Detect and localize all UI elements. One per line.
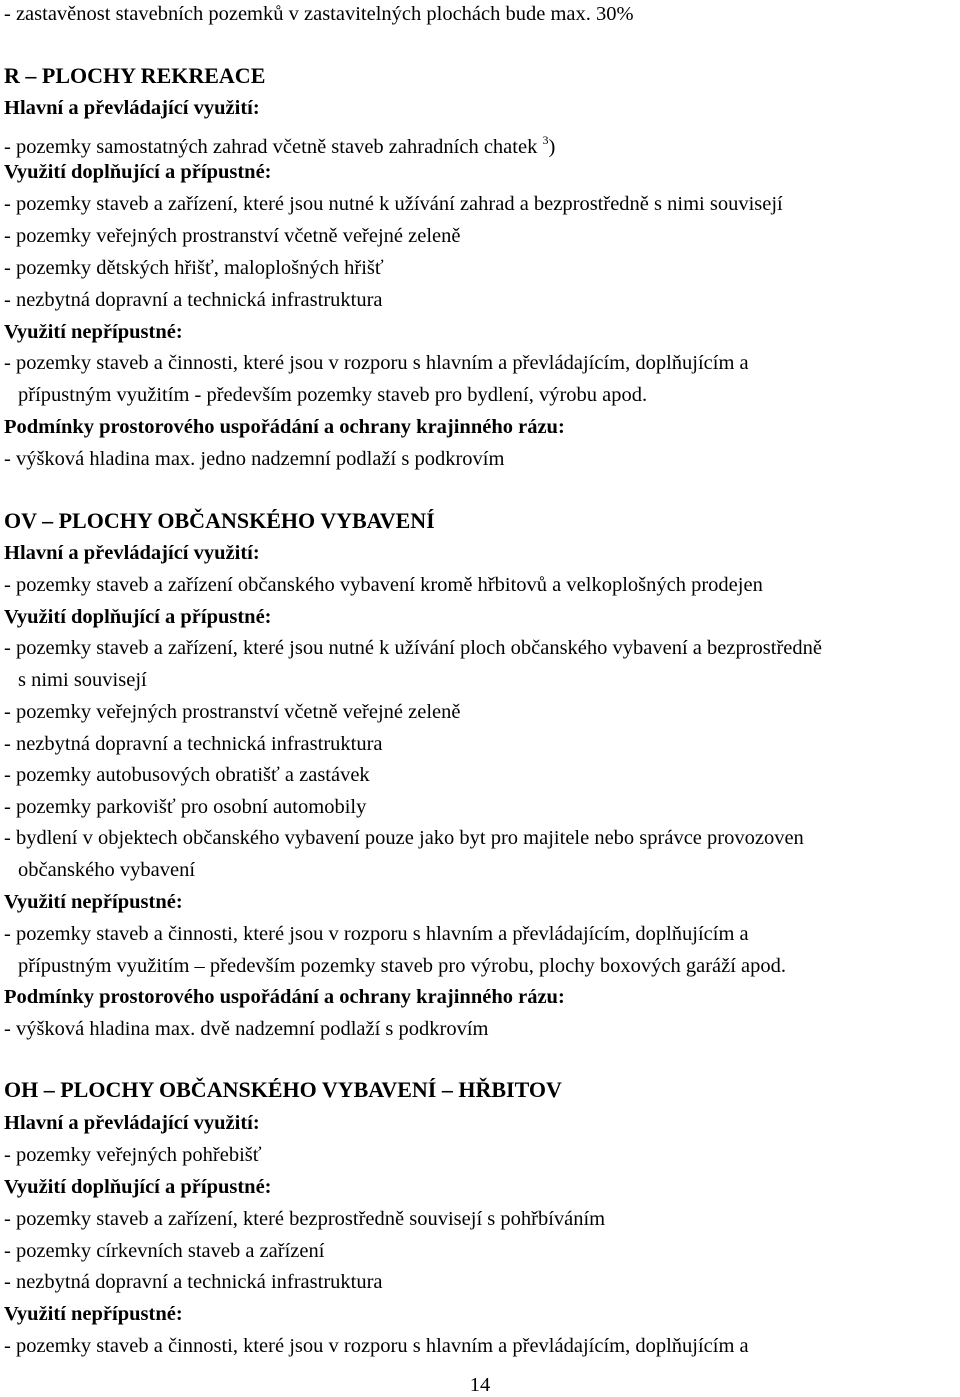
list-item: - pozemky autobusových obratišť a zastávek	[4, 764, 370, 786]
intro-line: - zastavěnost stavebních pozemků v zastavitelných plochách bude max. 30%	[4, 3, 634, 25]
section-ov-cond-label: Podmínky prostorového uspořádání a ochrany krajinného rázu:	[4, 986, 565, 1008]
section-r-main-label: Hlavní a převládající využití:	[4, 97, 260, 119]
list-item: - nezbytná dopravní a technická infrastruktura	[4, 1271, 383, 1293]
section-ov-main-label: Hlavní a převládající využití:	[4, 542, 260, 564]
section-r-supp-label: Využití doplňující a přípustné:	[4, 161, 272, 183]
footnote-close: )	[548, 136, 556, 158]
list-item: - pozemky parkovišť pro osobní automobily	[4, 796, 367, 818]
list-item: - výšková hladina max. dvě nadzemní podlaží s podkrovím	[4, 1018, 489, 1040]
list-item: - pozemky dětských hřišť, maloplošných hřišť	[4, 257, 384, 279]
section-oh-main-label: Hlavní a převládající využití:	[4, 1112, 260, 1134]
section-r-heading: R – PLOCHY REKREACE	[4, 63, 266, 88]
list-item: - výšková hladina max. jedno nadzemní podlaží s podkrovím	[4, 448, 505, 470]
page-number: 14	[469, 1374, 491, 1396]
list-item: - pozemky veřejných prostranství včetně veřejné zeleně	[4, 701, 461, 723]
section-r-forbid-label: Využití nepřípustné:	[4, 321, 183, 343]
section-oh-forbid-label: Využití nepřípustné:	[4, 1303, 183, 1325]
section-ov-supp-label: Využití doplňující a přípustné:	[4, 606, 272, 628]
list-item-continuation: přípustným využitím - především pozemky staveb pro bydlení, výrobu apod.	[18, 384, 648, 406]
list-item: - pozemky církevních staveb a zařízení	[4, 1240, 325, 1262]
section-ov-forbid-label: Využití nepřípustné:	[4, 891, 183, 913]
main-item-text: - pozemky samostatných zahrad včetně staveb zahradních chatek	[4, 136, 538, 158]
list-item: - pozemky staveb a zařízení občanského vybavení kromě hřbitovů a velkoplošných prodejen	[4, 574, 763, 596]
list-item: - pozemky staveb a činnosti, které jsou v rozporu s hlavním a převládajícím, doplňujícím a	[4, 352, 749, 374]
list-item: - nezbytná dopravní a technická infrastruktura	[4, 289, 383, 311]
section-oh-heading: OH – PLOCHY OBČANSKÉHO VYBAVENÍ – HŘBITOV	[4, 1077, 562, 1102]
list-item: - bydlení v objektech občanského vybavení pouze jako byt pro majitele nebo správce provozoven	[4, 827, 804, 849]
list-item: - pozemky veřejných pohřebišť	[4, 1144, 262, 1166]
section-ov-heading: OV – PLOCHY OBČANSKÉHO VYBAVENÍ	[4, 508, 435, 533]
section-oh-supp-label: Využití doplňující a přípustné:	[4, 1176, 272, 1198]
list-item: - pozemky veřejných prostranství včetně veřejné zeleně	[4, 225, 461, 247]
list-item: - pozemky staveb a zařízení, které bezprostředně souvisejí s pohřbíváním	[4, 1208, 606, 1230]
list-item-continuation: s nimi souvisejí	[18, 669, 147, 691]
list-item: - nezbytná dopravní a technická infrastruktura	[4, 733, 383, 755]
list-item: - pozemky staveb a činnosti, které jsou v rozporu s hlavním a převládajícím, doplňujícím a	[4, 1335, 749, 1357]
section-r-cond-label: Podmínky prostorového uspořádání a ochrany krajinného rázu:	[4, 416, 565, 438]
list-item: - pozemky staveb a činnosti, které jsou v rozporu s hlavním a převládajícím, doplňujícím a	[4, 923, 749, 945]
list-item: - pozemky staveb a zařízení, které jsou nutné k užívání ploch občanského vybavení a bezprostředně	[4, 637, 822, 659]
list-item-continuation: přípustným využitím – především pozemky staveb pro výrobu, plochy boxových garáží apod.	[18, 955, 787, 977]
section-r-main-item	[4, 128, 555, 159]
footnote-ref: 3	[542, 133, 549, 147]
list-item: - pozemky staveb a zařízení, které jsou nutné k užívání zahrad a bezprostředně s nimi souvisejí	[4, 193, 783, 215]
list-item-continuation: občanského vybavení	[18, 859, 196, 881]
